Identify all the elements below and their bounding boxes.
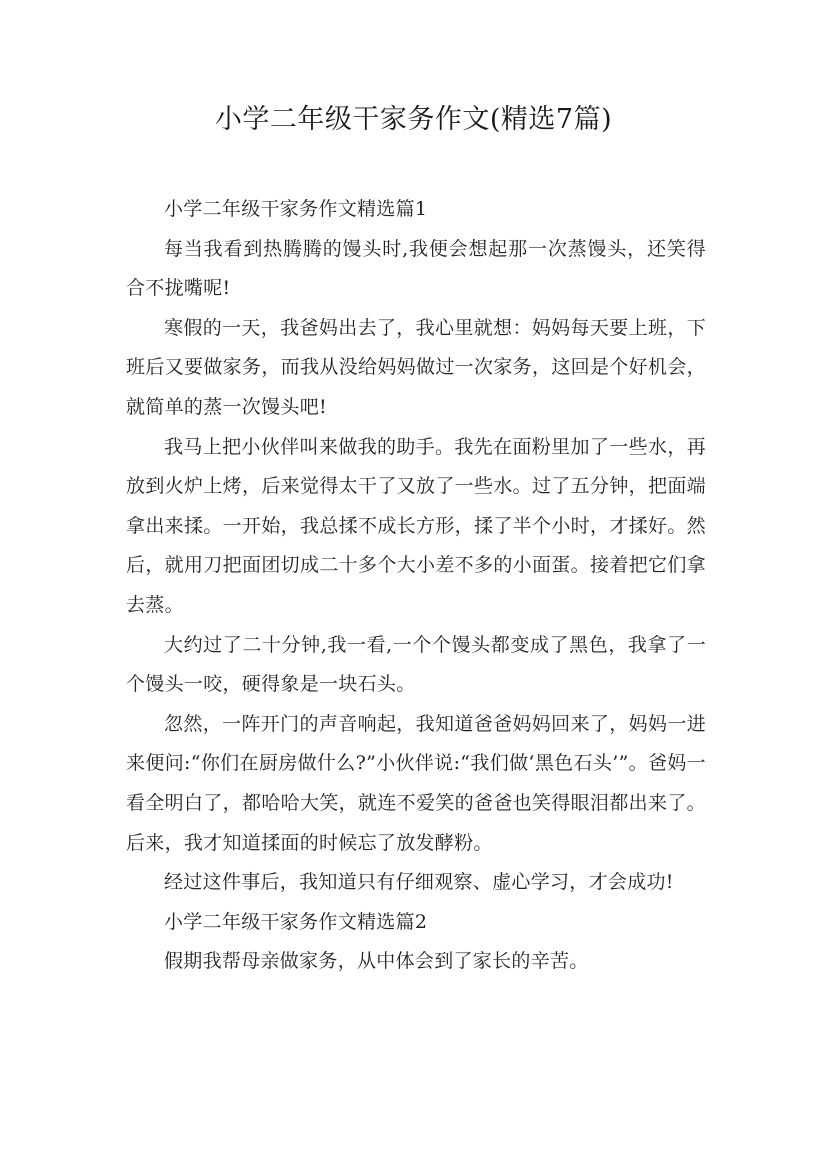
- paragraph: 忽然，一阵开门的声音响起，我知道爸爸妈妈回来了，妈妈一进来便问:“你们在厨房做什么?”小伙伴说:“我们做‘黑色石头’”。爸妈一看全明白了，都哈哈大笑，就连不爱笑的爸爸也笑得眼泪都出来了。后来，我才知道揉面的时候忘了放发酵粉。: [126, 712, 706, 854]
- paragraph: 大约过了二十分钟,我一看,一个个馒头都变成了黑色，我拿了一个馒头一咬，硬得象是一块石头。: [126, 633, 706, 696]
- paragraph: 经过这件事后，我知道只有仔细观察、虚心学习，才会成功!: [164, 871, 674, 894]
- paragraph: 每当我看到热腾腾的馒头时,我便会想起那一次蒸馒头，还笑得合不拢嘴呢!: [126, 237, 706, 300]
- section-heading-2: 小学二年级干家务作文精选篇2: [164, 910, 428, 933]
- document-title: 小学二年级干家务作文(精选7篇): [214, 104, 613, 135]
- paragraph: 假期我帮母亲做家务，从中体会到了家长的辛苦。: [164, 950, 589, 973]
- document-body: [126, 190, 706, 982]
- paragraph: 我马上把小伙伴叫来做我的助手。我先在面粉里加了一些水，再放到火炉上烤，后来觉得太干了又放了一些水。过了五分钟，把面端拿出来揉。一开始，我总揉不成长方形，揉了半个小时，才揉好。然后，就用刀把面团切成二十多个大小差不多的小面蛋。接着把它们拿去蒸。: [126, 435, 706, 616]
- section-heading-1: 小学二年级干家务作文精选篇1: [164, 198, 428, 220]
- paragraph: 寒假的一天，我爸妈出去了，我心里就想：妈妈每天要上班，下班后又要做家务，而我从没给妈妈做过一次家务，这回是个好机会，就简单的蒸一次馒头吧!: [126, 316, 706, 418]
